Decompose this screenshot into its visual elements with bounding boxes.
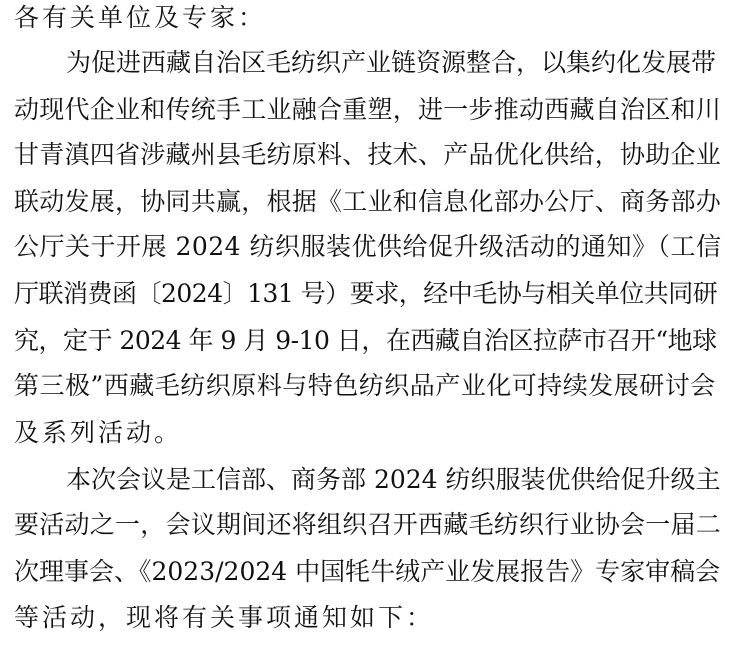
paragraph-1-line-5: 公厅关于开展 2024 纺织服装优供给促升级活动的通知》（工信: [14, 232, 722, 261]
paragraph-2-line-1: 本次会议是工信部、商务部 2024 纺织服装优供给促升级主: [66, 465, 721, 494]
paragraph-2-line-3: 次理事会、《2023/2024 中国牦牛绒产业发展报告》专家审稿会: [14, 557, 721, 586]
paragraph-1-line-3: 甘青滇四省涉藏州县毛纺原料、技术、产品优化供给，协助企业: [14, 140, 722, 169]
paragraph-2-line-2: 要活动之一，会议期间还将组织召开西藏毛纺织行业协会一届二: [14, 510, 722, 539]
paragraph-1-line-6: 厅联消费函〔2024〕131 号）要求，经中毛协与相关单位共同研: [14, 279, 718, 308]
paragraph-1-line-2: 动现代企业和传统手工业融合重塑，进一步推动西藏自治区和川: [14, 95, 722, 124]
paragraph-1-line-7: 究，定于 2024 年 9 月 9-10 日，在西藏自治区拉萨市召开“地球: [14, 326, 717, 355]
paragraph-1-line-9: 及系列活动。: [14, 418, 183, 447]
salutation: 各有关单位及专家：: [14, 3, 267, 32]
paragraph-1-line-4: 联动发展，协同共赢，根据《工业和信息化部办公厅、商务部办: [14, 187, 722, 216]
paragraph-1-line-8: 第三极”西藏毛纺织原料与特色纺织品产业化可持续发展研讨会: [14, 371, 716, 400]
paragraph-2-line-4: 等活动，现将有关事项通知如下：: [14, 603, 435, 632]
paragraph-1-line-1: 为促进西藏自治区毛纺织产业链资源整合，以集约化发展带: [66, 48, 717, 77]
